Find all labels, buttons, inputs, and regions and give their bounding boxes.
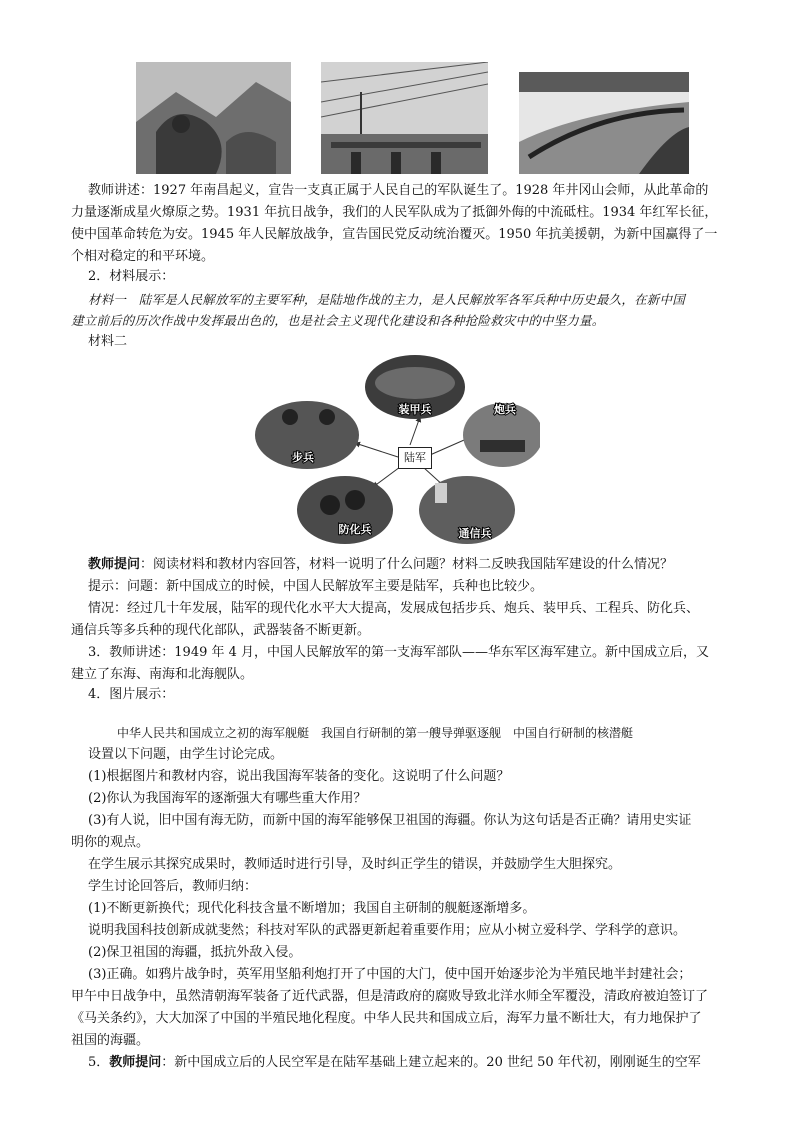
material-two-label: 材料二 [88, 334, 128, 349]
material-one-line: 建立前后的历次作战中发挥最出色的，也是社会主义现代化建设和各种抢险救灾中的中坚力量。 [71, 313, 605, 328]
narration-line: 力量逐渐成星火燎原之势。1931 年抗日战争，我们的人民军队成为了抵御外侮的中流砥柱。1934 年红军长征， [71, 205, 718, 220]
narration-line: 建立了东海、南海和北海舰队。 [71, 667, 254, 682]
infantry-label: 步兵 [292, 451, 314, 464]
situation-line: 情况：经过几十年发展，陆军的现代化水平大大提高，发展成包括步兵、炮兵、装甲兵、工程兵、防化兵、 [88, 601, 700, 616]
q5-number: 5． [88, 1055, 110, 1070]
discussion-line: (2)保卫祖国的海疆，抵抗外敌入侵。 [88, 945, 302, 960]
material-one-line: 材料一 陆军是人民解放军的主要军种，是陆地作战的主力，是人民解放军各军兵种中历史最久，在新中国 [88, 292, 685, 307]
hint-line: 提示：问题：新中国成立的时候，中国人民解放军主要是陆军，兵种也比较少。 [88, 579, 544, 594]
discussion-line: 甲午中日战争中，虽然清朝海军装备了近代武器，但是清政府的腐败导致北洋水师全军覆没，清政府被迫签订了 [71, 989, 709, 1004]
discussion-line: (1)根据图片和教材内容，说出我国海军装备的变化。这说明了什么问题？ [88, 769, 510, 784]
section-heading: 2．材料展示： [88, 269, 175, 284]
chemical-node [297, 476, 393, 544]
armored-node [365, 355, 465, 419]
question-text: ：阅读材料和教材内容回答，材料一说明了什么问题？材料二反映我国陆军建设的什么情况？ [140, 557, 674, 572]
discussion-line: (1)不断更新换代；现代化科技含量不断增加；我国自主研制的舰艇逐渐增多。 [88, 901, 536, 916]
artillery-node [463, 402, 540, 467]
armored-label: 装甲兵 [398, 403, 432, 416]
infantry-node [255, 401, 359, 469]
narration-line: 使中国革命转危为安。1945 年人民解放战争，宣告国民党反动统治覆灭。1950 年抗美援朝，为新中国赢得了一 [71, 227, 718, 242]
section-heading: 4．图片展示： [88, 687, 175, 702]
artillery-label: 炮兵 [494, 403, 516, 416]
narration-line: 个相对稳定的和平环境。 [71, 249, 215, 264]
discussion-line: 说明我国科技创新成就斐然；科技对军队的武器更新起着重要作用；应从小树立爱科学、学科学的意识。 [88, 923, 687, 938]
teacher-question [88, 556, 673, 574]
discussion-line: (2)你认为我国海军的逐渐强大有哪些重大作用？ [88, 791, 367, 806]
signal-node [419, 476, 515, 544]
teacher-question-5 [88, 1054, 701, 1072]
narration-line: 教师讲述：1927 年南昌起义，宣告一支真正属于人民自己的军队诞生了。1928 年井冈山会师，从此革命的 [88, 183, 709, 198]
discussion-line: 《马关条约》，大大加深了中国的半殖民地化程度。中华人民共和国成立后，海军力量不断壮大，有力地保护了 [71, 1011, 702, 1026]
discussion-line: 学生讨论回答后，教师归纳： [88, 879, 258, 894]
discussion-line: 祖国的海疆。 [71, 1033, 150, 1048]
narration-line: 3．教师讲述：1949 年 4 月，中国人民解放军的第一支海军部队——华东军区海军建立。新中国成立后，又 [88, 645, 710, 660]
discussion-line: 在学生展示其探究成果时，教师适时进行引导，及时纠正学生的错误，并鼓励学生大胆探究。 [88, 857, 622, 872]
discussion-line: (3)有人说，旧中国有海无防，而新中国的海军能够保卫祖国的海疆。你认为这句话是否正确？请用史实证 [88, 813, 692, 828]
q5-bold: 教师提问 [109, 1055, 162, 1070]
discussion-line: (3)正确。如鸦片战争时，英军用坚船利炮打开了中国的大门，使中国开始逐步沦为半殖民地半封建社会； [88, 967, 692, 982]
chemical-label: 防化兵 [338, 523, 372, 536]
discussion-line: 明你的观点。 [71, 835, 150, 850]
image-captions: 中华人民共和国成立之初的海军舰艇 我国自行研制的第一艘导弹驱逐舰 中国自行研制的核潜艇 [117, 726, 634, 740]
situation-line: 通信兵等多兵种的现代化部队，武器装备不断更新。 [71, 623, 371, 638]
discussion-line: 设置以下问题，由学生讨论完成。 [88, 747, 284, 762]
q5-text: ：新中国成立后的人民空军是在陆军基础上建立起来的。20 世纪 50 年代初，刚刚诞生的空军 [161, 1055, 701, 1070]
long-march-river-photo [519, 72, 689, 174]
nanchang-uprising-photo [136, 62, 291, 174]
founding-ceremony-photo [321, 62, 488, 174]
question-prefix: 教师提问 [88, 557, 141, 572]
signal-label: 通信兵 [458, 527, 492, 540]
army-center-box: 陆军 [398, 447, 432, 469]
